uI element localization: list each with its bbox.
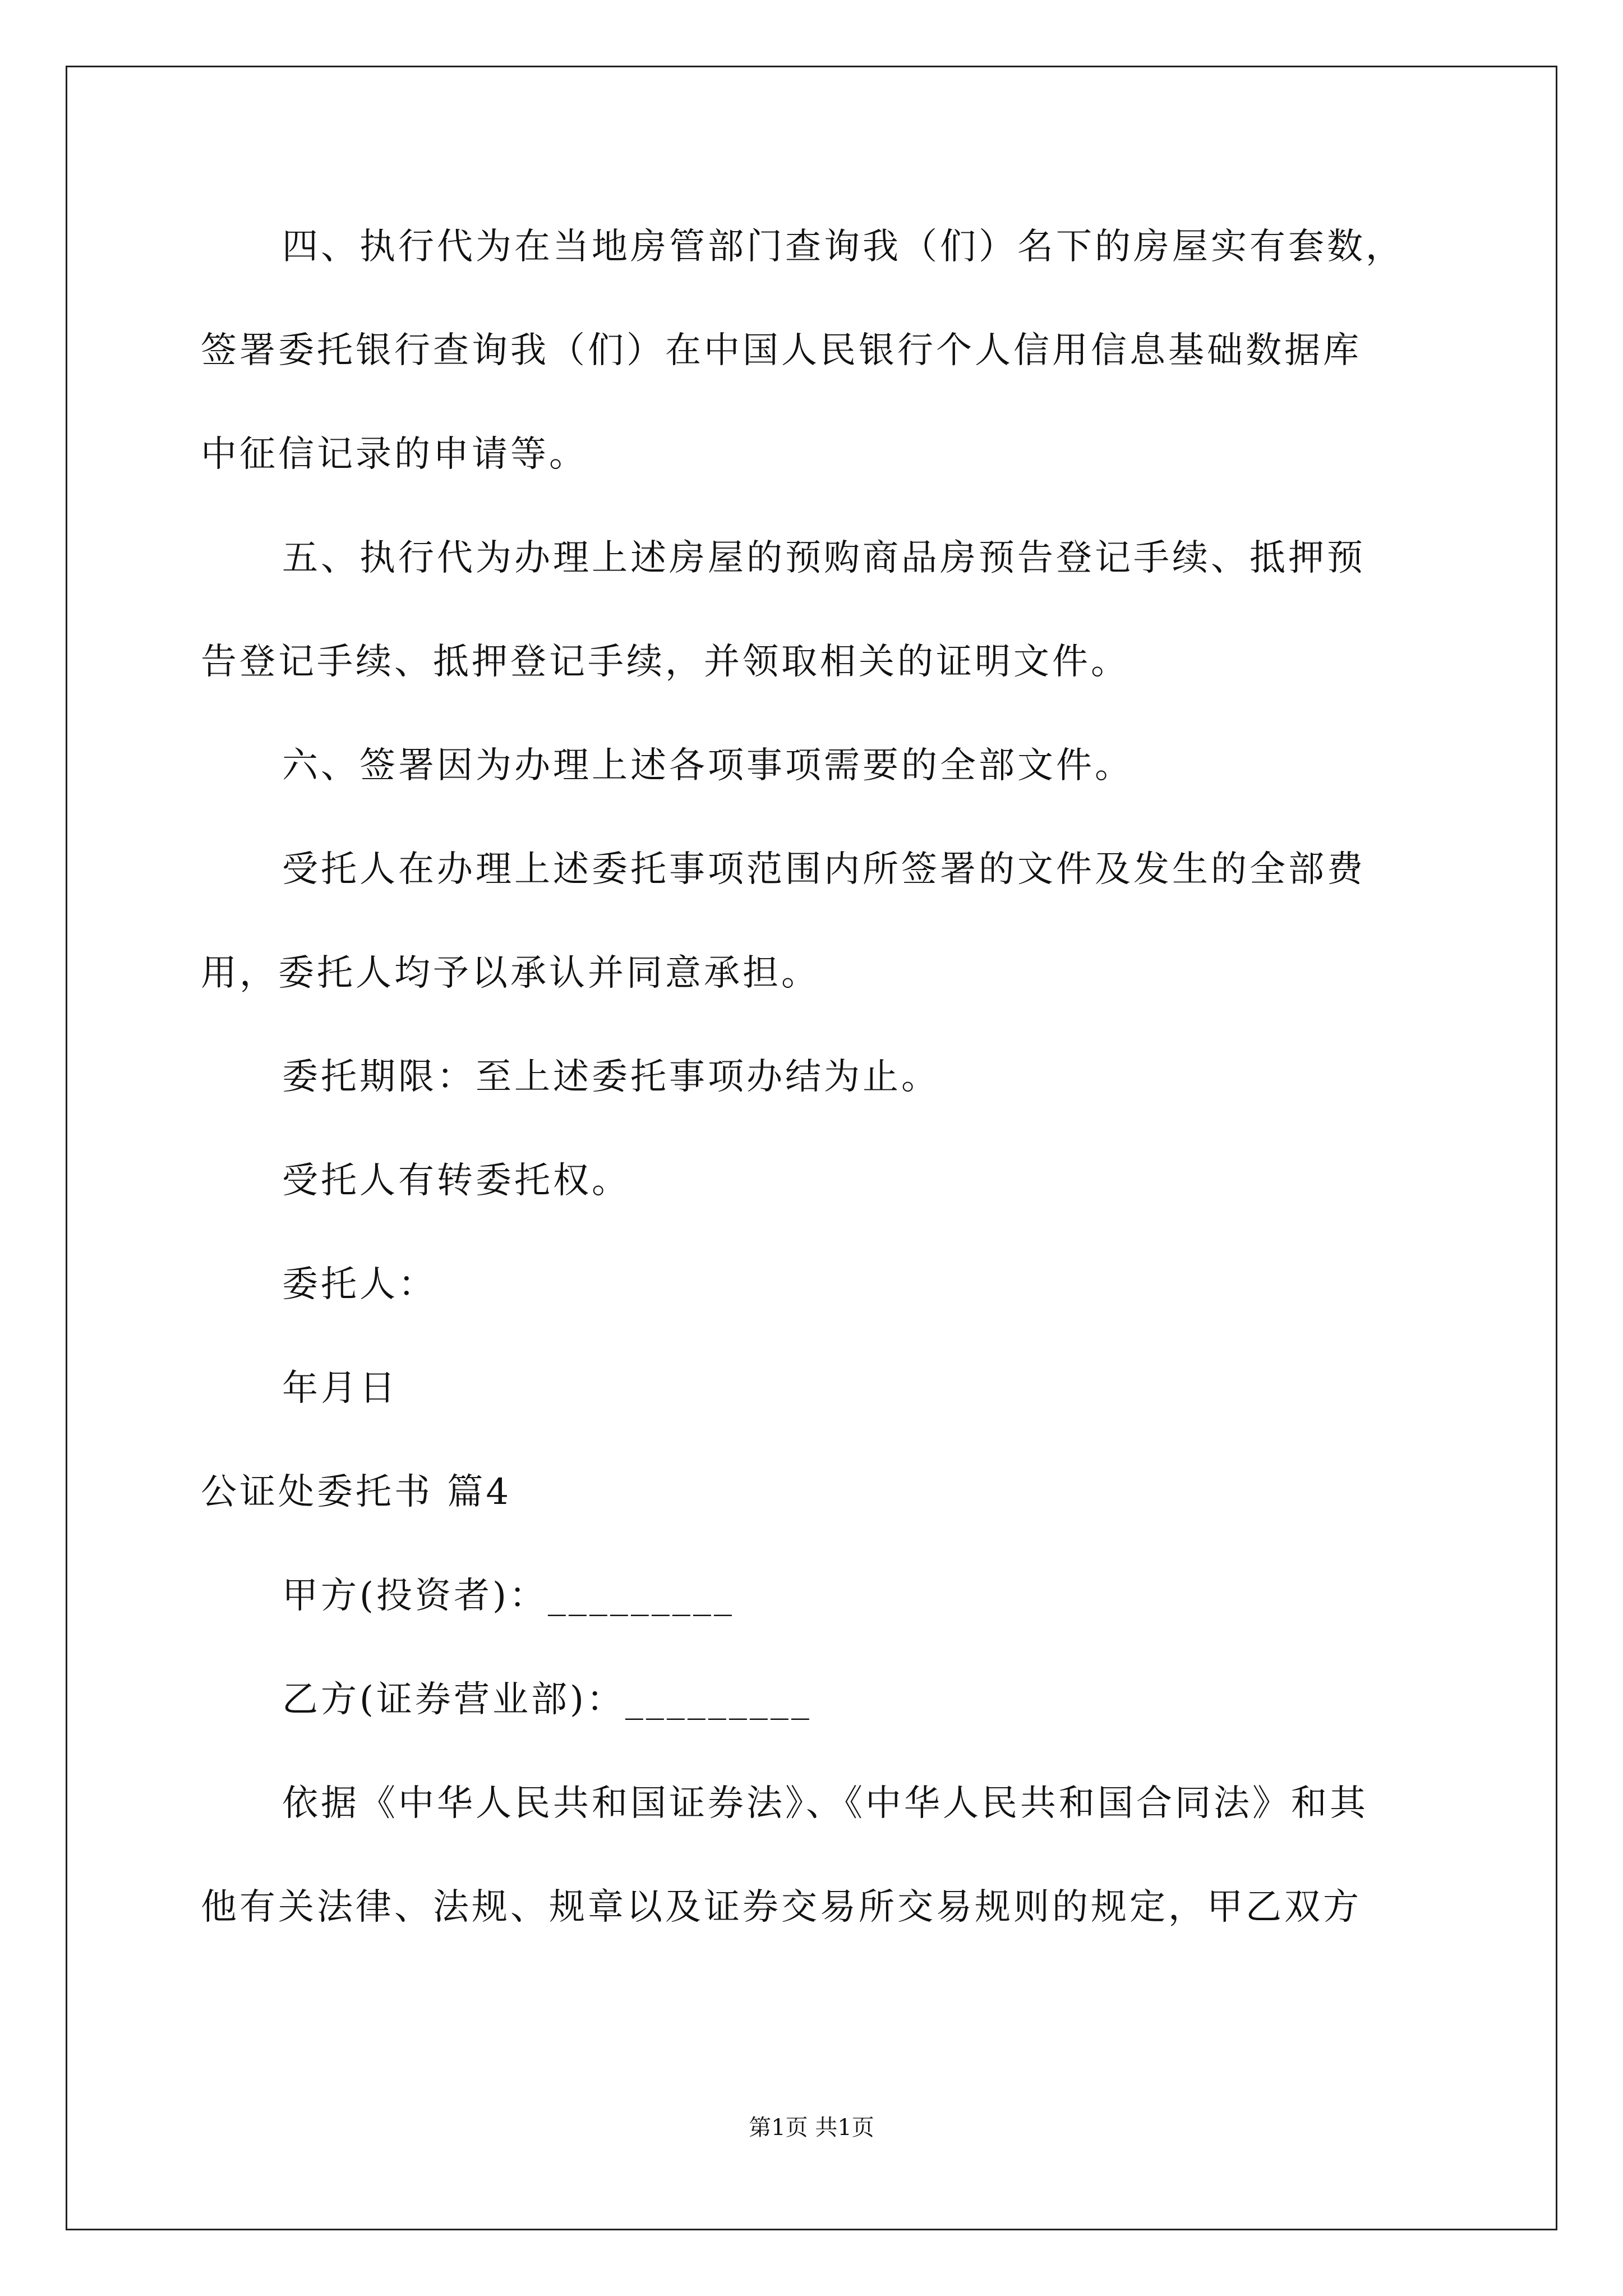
section-heading: 公证处委托书 篇4 <box>201 1471 512 1513</box>
paragraph-line: 受托人有转委托权。 <box>282 1160 630 1202</box>
paragraph-line: 受托人在办理上述委托事项范围内所签署的文件及发生的全部费 <box>282 849 1366 890</box>
paragraph-line: 年月日 <box>282 1368 398 1409</box>
party-b-line: 乙方(证券营业部)：_________ <box>282 1679 812 1720</box>
paragraph-line: 签署委托银行查询我（们）在中国人民银行个人信用信息基础数据库 <box>201 330 1362 371</box>
paragraph-line: 他有关法律、法规、规章以及证券交易所交易规则的规定，甲乙双方 <box>201 1887 1362 1928</box>
paragraph-line: 中征信记录的申请等。 <box>201 434 588 475</box>
paragraph-line: 告登记手续、抵押登记手续，并领取相关的证明文件。 <box>201 641 1129 683</box>
paragraph-line: 四、执行代为在当地房管部门查询我（们）名下的房屋实有套数， <box>282 226 1404 268</box>
paragraph-line: 委托期限：至上述委托事项办结为止。 <box>282 1056 940 1098</box>
paragraph-line: 用，委托人均予以承认并同意承担。 <box>201 953 820 994</box>
page-footer: 第1页 共1页 <box>749 2115 874 2141</box>
paragraph-line: 依据《中华人民共和国证券法》、《中华人民共和国合同法》和其 <box>282 1783 1368 1824</box>
paragraph-line: 六、签署因为办理上述各项事项需要的全部文件。 <box>282 745 1133 786</box>
party-a-line: 甲方(投资者)：_________ <box>282 1575 735 1617</box>
paragraph-line: 五、执行代为办理上述房屋的预购商品房预告登记手续、抵押预 <box>282 537 1366 579</box>
paragraph-line: 委托人： <box>282 1264 437 1305</box>
